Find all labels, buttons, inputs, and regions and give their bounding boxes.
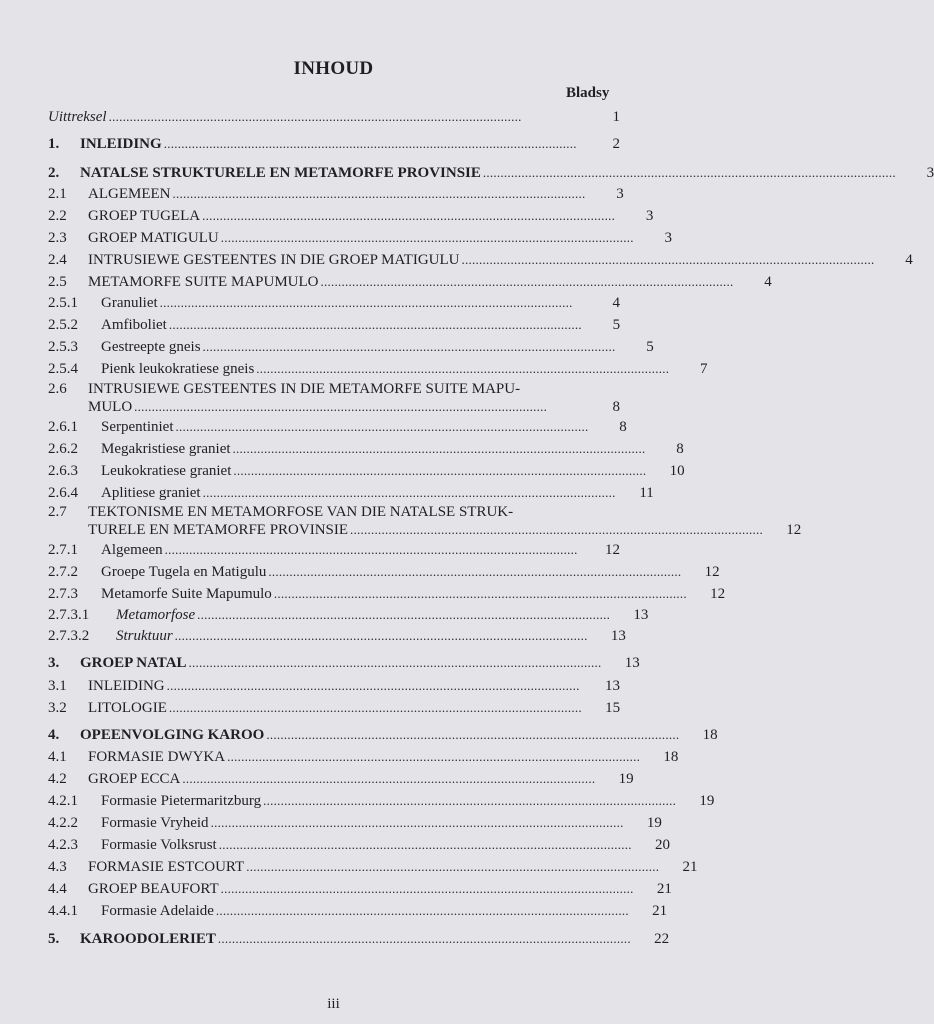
toc-entry <box>48 462 685 480</box>
toc-entry-number: 3. <box>48 655 60 671</box>
toc-entry-title: GROEP TUGELA <box>88 208 201 224</box>
toc-entry-page: 8 <box>619 419 627 435</box>
dot-leader <box>219 836 630 854</box>
toc-entry-number: 4.2.3 <box>48 837 78 853</box>
toc-entry-title: Formasie Pietermaritzburg <box>101 793 262 809</box>
toc-entry-title: KAROODOLERIET <box>80 931 216 947</box>
toc-entry-number: 4.2 <box>48 771 67 787</box>
toc-entry-number: 2.5.2 <box>48 317 78 333</box>
dot-leader <box>197 606 608 624</box>
toc-entry-number: 1. <box>48 136 60 152</box>
toc-entry-number: 2.7.3.1 <box>48 607 90 623</box>
toc-entry-title: Formasie Volksrust <box>101 837 217 853</box>
toc-entry-page: 3 <box>645 208 654 224</box>
dot-leader <box>268 563 679 581</box>
toc-entry-page: 10 <box>669 463 685 479</box>
toc-entry <box>48 418 627 436</box>
toc-entry-title-continued: TURELE EN METAMORFE PROVINSIE <box>88 522 349 538</box>
toc-entry <box>48 294 620 312</box>
toc-entry-title: Formasie Adelaide <box>101 903 214 919</box>
toc-entry-page: 4 <box>905 252 913 268</box>
toc-entry-number: 2.5.1 <box>48 295 78 311</box>
toc-entry-title: TEKTONISME EN METAMORFOSE VAN DIE NATALSE STRUK- <box>88 504 514 520</box>
dot-leader <box>203 484 614 502</box>
toc-entry-number: 2.6.2 <box>48 441 78 457</box>
toc-entry-title-continued: MULO <box>88 399 133 415</box>
toc-entry-title: OPEENVOLGING KAROO <box>80 727 265 743</box>
toc-entry-title: Megakristiese graniet <box>101 441 231 457</box>
toc-entry-title: ALGEMEEN <box>88 186 171 202</box>
dot-leader <box>164 135 580 153</box>
toc-entry-number: 2. <box>48 165 60 181</box>
dot-leader <box>165 541 580 559</box>
dot-leader <box>221 880 632 898</box>
toc-entry-page: 13 <box>633 607 649 623</box>
dot-leader <box>175 418 586 436</box>
toc-entry <box>48 207 654 225</box>
toc-entry-number: 5. <box>48 931 60 947</box>
toc-entry-page: 19 <box>646 815 662 831</box>
toc-entry <box>48 627 626 645</box>
toc-entry-number: 2.1 <box>48 186 67 202</box>
toc-entry <box>48 185 624 203</box>
toc-entry-page: 3 <box>664 230 672 246</box>
toc-entry-page: 1 <box>612 109 620 125</box>
dot-leader <box>320 273 731 291</box>
toc-entry <box>48 338 654 356</box>
toc-entry <box>48 880 672 898</box>
toc-entry-number: 4.3 <box>48 859 67 875</box>
toc-entry-title: METAMORFE SUITE MAPUMULO <box>88 274 319 290</box>
toc-entry-number: 2.3 <box>48 230 67 246</box>
toc-entry-number: 2.5.3 <box>48 339 78 355</box>
toc-entry <box>48 930 670 948</box>
toc-entry-number: 2.7.2 <box>48 564 78 580</box>
toc-entry <box>48 316 620 334</box>
dot-leader <box>246 858 657 876</box>
toc-entry-title: Struktuur <box>116 628 173 644</box>
dot-leader <box>233 440 644 458</box>
toc-entry <box>48 380 620 416</box>
dot-leader <box>211 814 622 832</box>
toc-entry-page: 13 <box>624 655 640 671</box>
toc-entry-page: 5 <box>612 317 621 333</box>
toc-entry-page: 8 <box>612 399 620 415</box>
toc-entry-title: Leukokratiese graniet <box>101 463 232 479</box>
dot-leader <box>274 585 685 603</box>
toc-entry <box>48 836 670 854</box>
toc-entry-number: 2.4 <box>48 252 67 268</box>
toc-entry-page: 13 <box>610 628 626 644</box>
toc-entry <box>48 748 679 766</box>
toc-entry-title: FORMASIE ESTCOURT <box>88 859 245 875</box>
toc-entry <box>48 229 672 247</box>
toc-entry-page: 18 <box>702 727 718 743</box>
toc-entry-page: 2 <box>612 136 620 152</box>
dot-leader <box>109 108 580 126</box>
dot-leader <box>227 748 638 766</box>
toc-entry-title: INTRUSIEWE GESTEENTES IN DIE METAMORFE SUITE MAPU- <box>88 381 521 397</box>
toc-entry-title: NATALSE STRUKTURELE EN METAMORFE PROVINSIE <box>80 165 481 181</box>
toc-entry-title: GROEP BEAUFORT <box>88 881 219 897</box>
toc-entry-title: LITOLOGIE <box>88 700 167 716</box>
toc-entry <box>48 726 718 744</box>
toc-entry-page: 21 <box>682 859 698 875</box>
toc-entry-page: 11 <box>639 485 654 501</box>
dot-leader <box>461 251 872 269</box>
toc-entry-page: 19 <box>618 771 634 787</box>
toc-entry-title: Metamorfose <box>116 607 196 623</box>
dot-leader <box>182 770 593 788</box>
toc-entry-number: 2.6.1 <box>48 419 78 435</box>
toc-entry-page: 3 <box>616 186 624 202</box>
dot-leader <box>203 338 614 356</box>
toc-entry <box>48 135 620 153</box>
toc-entry <box>48 677 620 695</box>
dot-leader <box>169 316 580 334</box>
toc-entry-page: 7 <box>700 361 708 377</box>
toc-entry-number: 4.1 <box>48 749 67 765</box>
dot-leader <box>167 677 580 695</box>
toc-entry-page: 12 <box>710 586 726 602</box>
toc-entry <box>48 770 634 788</box>
page-column-header: Bladsy <box>566 85 610 101</box>
toc-entry-title: INLEIDING <box>88 678 165 694</box>
toc-entry-page: 4 <box>764 274 772 290</box>
toc-entry-page: 12 <box>786 522 802 538</box>
toc-entry-number: 4.2.2 <box>48 815 78 831</box>
toc-entry-number: 2.7.3.2 <box>48 628 90 644</box>
toc-entry-page: 5 <box>646 339 654 355</box>
toc-entry-page: 13 <box>605 678 620 694</box>
dot-leader <box>233 462 644 480</box>
toc-entry <box>48 858 698 876</box>
toc-entry-number: 2.6 <box>48 381 67 397</box>
toc-entry-number: 4.2.1 <box>48 793 78 809</box>
toc-entry <box>48 606 649 624</box>
toc-entry-title: GROEP NATAL <box>80 655 187 671</box>
toc-entry-page: 20 <box>654 837 670 853</box>
toc-entry-title: Aplitiese graniet <box>101 485 201 501</box>
toc-entry <box>48 902 668 920</box>
toc-entry <box>48 699 620 717</box>
dot-leader <box>169 699 580 717</box>
dot-leader <box>189 654 600 672</box>
toc-entry-page: 19 <box>699 793 715 809</box>
toc-entry-title: Formasie Vryheid <box>101 815 209 831</box>
toc-entry <box>48 563 720 581</box>
dot-leader <box>175 627 586 645</box>
toc-entry-number: 2.7.1 <box>48 542 78 558</box>
dot-leader <box>216 902 627 920</box>
toc-entry-number: 2.7.3 <box>48 586 78 602</box>
toc-entry-page: 4 <box>612 295 620 311</box>
toc-entry-title: FORMASIE DWYKA <box>88 749 226 765</box>
dot-leader <box>173 185 584 203</box>
dot-leader <box>221 229 632 247</box>
toc-entry-title: Uittreksel <box>48 109 107 125</box>
toc-entry-number: 2.5 <box>48 274 67 290</box>
toc-entry <box>48 251 913 269</box>
toc-entry-number: 2.5.4 <box>48 361 78 377</box>
toc-entry-number: 2.2 <box>48 208 67 224</box>
dot-leader <box>134 398 580 416</box>
toc-entry-page: 12 <box>704 564 720 580</box>
toc-entry <box>48 484 654 502</box>
dot-leader <box>483 164 894 182</box>
toc-entry <box>48 108 620 126</box>
dot-leader <box>256 360 667 378</box>
dot-leader <box>266 726 677 744</box>
toc-entry <box>48 360 708 378</box>
toc-entry-page: 18 <box>663 749 679 765</box>
dot-leader <box>350 521 761 539</box>
toc-entry-title: Algemeen <box>101 542 163 558</box>
toc-entry-page: 15 <box>605 700 621 716</box>
toc-entry <box>48 164 934 182</box>
toc-entry-title: GROEP MATIGULU <box>88 230 219 246</box>
toc-entry-title: INLEIDING <box>80 136 162 152</box>
dot-leader <box>263 792 674 810</box>
toc-entry-number: 2.6.4 <box>48 485 78 501</box>
toc-entry-page: 8 <box>676 441 684 457</box>
toc-entry-title: GROEP ECCA <box>88 771 181 787</box>
page-title: INHOUD <box>293 58 374 79</box>
toc-entry <box>48 792 715 810</box>
toc-entry <box>48 585 726 603</box>
toc-entry-title: Pienk leukokratiese gneis <box>101 361 255 377</box>
toc-entry-number: 3.1 <box>48 678 67 694</box>
toc-entry-title: Serpentiniet <box>101 419 174 435</box>
toc-entry <box>48 654 640 672</box>
toc-entry <box>48 814 662 832</box>
toc-entry-page: 22 <box>654 931 670 947</box>
toc-entry <box>48 503 802 539</box>
dot-leader <box>218 930 629 948</box>
toc-entry-page: 12 <box>605 542 620 558</box>
toc-entry-title: Metamorfe Suite Mapumulo <box>101 586 272 602</box>
toc-entry-title: Gestreepte gneis <box>101 339 201 355</box>
dot-leader <box>202 207 613 225</box>
toc-entry <box>48 273 772 291</box>
toc-entry-page: 21 <box>652 903 668 919</box>
toc-entry-number: 2.6.3 <box>48 463 78 479</box>
toc-entry-number: 2.7 <box>48 504 67 520</box>
toc-entry-title: INTRUSIEWE GESTEENTES IN DIE GROEP MATIGULU <box>88 252 460 268</box>
toc-entry-title: Groepe Tugela en Matigulu <box>101 564 267 580</box>
page-number: iii <box>327 996 340 1012</box>
toc-entry-title: Amfiboliet <box>101 317 167 333</box>
dot-leader <box>160 294 580 312</box>
toc-entry-page: 21 <box>656 881 672 897</box>
toc-entry-number: 4.4.1 <box>48 903 78 919</box>
toc-entry-number: 3.2 <box>48 700 67 716</box>
toc-entry-title: Granuliet <box>101 295 158 311</box>
toc-entry-number: 4. <box>48 727 60 743</box>
toc-entry <box>48 541 620 559</box>
toc-entry-number: 4.4 <box>48 881 67 897</box>
toc-entry-page: 3 <box>926 165 934 181</box>
toc-entry <box>48 440 684 458</box>
